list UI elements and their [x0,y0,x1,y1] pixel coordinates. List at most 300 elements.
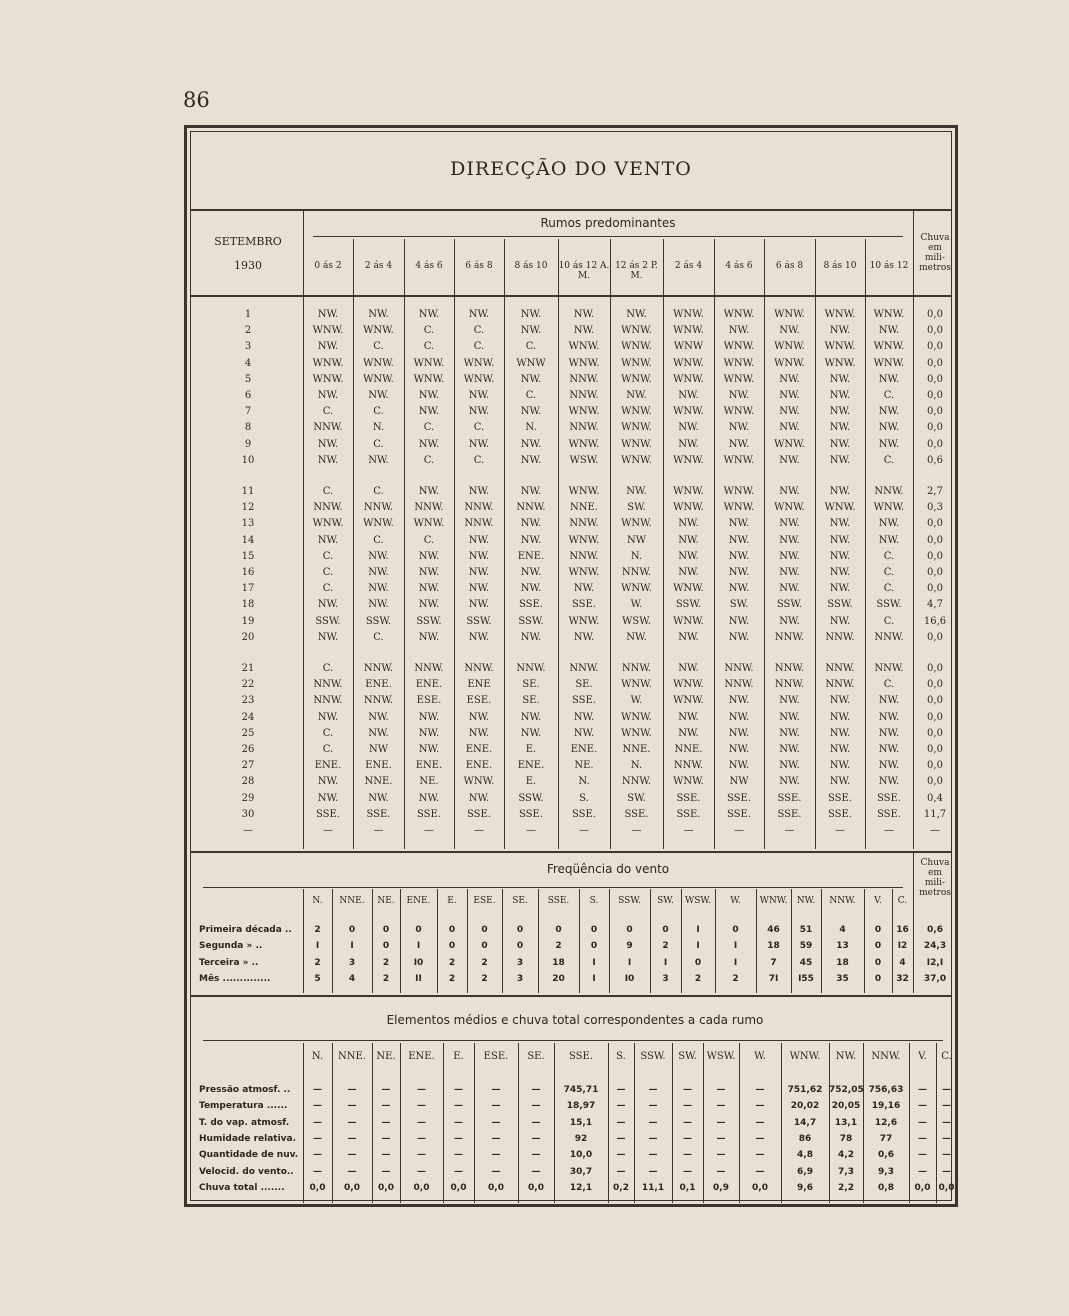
wind-direction-cell: NW. [779,422,800,434]
wind-direction-cell: NW. [520,486,542,497]
wind-direction-cell: SSE. [518,599,543,611]
rain-header-line: metros [919,263,951,273]
wind-direction-cell: NW. [418,744,440,755]
wind-direction-cell: NW. [829,615,851,627]
time-header: 4 ás 6 [415,261,443,271]
freq-cell: 7I [768,973,779,984]
wind-direction-cell: NW. [573,631,595,643]
day-number: — [243,825,253,836]
freq-header: ESE. [473,896,496,906]
wind-direction-cell: WNW. [673,325,704,337]
wind-direction-cell: WNW. [568,615,600,627]
wind-direction-cell: SSE. [827,808,852,820]
wind-direction-cell: WNW. [873,502,905,514]
wind-direction-cell: NW. [573,309,595,320]
wind-direction-cell: C. [322,567,334,578]
wind-direction-cell: NW. [878,406,900,418]
elem-cell: — [531,1150,541,1161]
wind-direction-cell: WNW. [673,406,704,418]
freq-cell: 51 [799,925,813,935]
wind-direction-cell: NW. [878,518,900,530]
wind-direction-cell: NW. [520,583,542,595]
wind-direction-cell: NW. [317,776,339,788]
wind-direction-cell: C. [525,390,537,401]
elem-header: SSW. [640,1051,666,1062]
elem-header: ENE. [408,1051,435,1062]
freq-cell: I [733,941,738,952]
wind-direction-cell: NNW. [516,502,546,514]
day-number: 24 [241,711,255,723]
wind-direction-cell: WNW. [673,679,704,691]
wind-direction-cell: SSE. [777,792,802,804]
wind-direction-cell: SW. [729,599,749,611]
elem-cell: — [616,1166,626,1177]
freq-cell: I [696,925,700,935]
elem-cell: — [918,1150,927,1161]
day-number: 12 [241,502,255,514]
wind-direction-cell: NW. [678,534,699,546]
elem-cell: 0,2 [613,1182,629,1193]
wind-direction-cell: NW. [878,422,900,434]
wind-direction-cell: SSW. [776,599,803,611]
wind-direction-cell: NW. [418,550,440,562]
wind-direction-cell: NW. [878,727,900,739]
wind-direction-cell: NW. [468,583,490,595]
wind-direction-cell: NNW. [313,695,343,707]
freq-cell: 2 [662,941,669,952]
wind-direction-cell: WNW. [621,518,652,530]
day-number: 29 [241,792,255,804]
wind-direction-cell: SW. [627,502,646,514]
wind-direction-cell: NW. [317,792,339,804]
wind-direction-cell: WNW. [673,357,704,369]
wind-direction-cell: WNW. [673,309,704,320]
elem-cell: 10,0 [569,1150,593,1161]
time-header: 6 ás 8 [465,261,493,271]
freq-cell: II [415,973,422,984]
freq-row-label: Mês .............. [199,973,271,984]
wind-direction-cell: WNW. [363,518,394,530]
wind-direction-cell: SSE. [876,792,901,804]
wind-direction-cell: NW. [468,631,490,643]
wind-direction-cell: NW. [520,438,542,450]
wind-direction-cell: WNW. [824,502,856,514]
elem-cell: — [313,1133,322,1144]
wind-direction-cell: NW. [418,309,440,320]
elem-title: Elementos médios e chuva total correspondentes a cada rumo [386,1013,764,1027]
wind-direction-cell: NW. [368,583,389,595]
day-number: 9 [244,438,252,450]
wind-direction-cell: NNW. [363,695,394,707]
wind-direction-cell: SSE. [518,808,543,820]
elem-row-label: Velocid. do vento.. [199,1166,294,1177]
wind-direction-cell: NNW. [569,373,599,385]
freq-cell: 0 [874,957,882,968]
wind-direction-cell: — [631,825,642,836]
rain-value: 0,0 [927,438,943,450]
freq-cell: 16 [896,925,909,935]
wind-direction-cell: E. [525,744,537,755]
wind-direction-cell: ENE. [314,760,342,772]
wind-direction-cell: NNW. [363,663,394,674]
freq-cell: 0 [516,925,524,935]
wind-direction-cell: NW. [829,776,851,788]
wind-direction-cell: N. [525,422,537,434]
wind-direction-cell: NW. [829,422,851,434]
wind-direction-cell: C. [473,341,485,353]
elem-cell: — [716,1101,726,1112]
wind-direction-cell: NW. [520,309,542,320]
wind-direction-cell: WNW. [621,422,652,434]
wind-direction-cell: NNW. [724,663,754,674]
elem-cell: — [381,1101,391,1112]
wind-direction-cell: NNW. [569,663,599,674]
freq-header: SSE. [547,896,570,906]
elem-cell: 30,7 [569,1166,593,1177]
elem-cell: — [491,1117,501,1128]
freq-cell: 18 [767,941,780,952]
time-header: 2 ás 4 [364,261,393,271]
rain-value: 0,0 [927,631,943,643]
elem-cell: — [683,1117,692,1128]
rain-value: 0,0 [927,422,943,434]
elem-cell: — [683,1101,692,1112]
rumos-title: Rumos predominantes [540,216,676,230]
wind-direction-cell: NW. [317,534,339,546]
freq-cell: 2 [481,973,488,984]
wind-direction-cell: NW. [779,518,800,530]
wind-direction-cell: NW. [779,695,800,707]
wind-direction-cell: SSW. [827,599,853,611]
elem-cell: — [616,1117,626,1128]
wind-direction-cell: WNW. [363,373,394,385]
elem-cell: 92 [574,1133,588,1144]
day-number: 10 [241,454,255,466]
wind-direction-cell: WNW. [621,727,652,739]
wind-direction-cell: WNW. [621,357,652,369]
wind-direction-cell: NW. [829,744,851,755]
elem-cell: — [531,1133,541,1144]
elem-header: V. [918,1051,927,1062]
elem-cell: — [648,1101,658,1112]
wind-direction-cell: NNW. [874,663,904,674]
day-number: 21 [241,663,255,674]
elem-header: NE. [376,1051,396,1062]
header-divider [191,295,951,297]
wind-direction-cell: C. [423,534,435,546]
wind-direction-cell: NW. [520,711,542,723]
wind-direction-cell: WNW. [621,438,652,450]
wind-direction-cell: SSW. [315,615,341,627]
wind-direction-cell: NNW. [516,663,546,674]
wind-direction-cell: NNW. [464,663,494,674]
day-number: 2 [244,325,252,337]
wind-direction-cell: NW. [468,792,490,804]
wind-direction-cell: SE. [522,679,540,691]
wind-direction-cell: NW. [520,727,542,739]
elem-cell: 14,7 [793,1117,817,1128]
wind-direction-cell: WSW. [569,454,599,466]
rain-value: 0,0 [927,373,943,385]
wind-direction-cell: WNW. [568,534,600,546]
wind-direction-cell: NW. [418,567,440,578]
time-header: 10 ás 12 A. M. [558,261,610,281]
rain-value: 0,0 [927,695,943,707]
wind-direction-cell: SSE. [571,599,596,611]
wind-direction-cell: NNW. [313,679,343,691]
wind-direction-cell: SSE. [416,808,441,820]
day-number: 28 [241,776,255,788]
wind-direction-cell: WNW. [774,438,805,450]
elem-cell: 0,0 [914,1182,931,1193]
wind-direction-cell: WNW. [873,309,905,320]
wind-direction-cell: W. [630,599,643,611]
elem-cell: — [313,1150,322,1161]
wind-direction-cell: WNW. [723,341,755,353]
wind-direction-cell: NW. [728,744,750,755]
wind-direction-cell: WNW. [723,486,755,497]
wind-direction-cell: NNW. [825,663,855,674]
wind-direction-cell: NNW. [313,502,343,514]
wind-direction-cell: WNW. [673,454,704,466]
elem-header: S. [616,1051,626,1062]
wind-direction-cell: WNW. [312,357,344,369]
elem-cell: — [942,1133,951,1144]
wind-direction-cell: E. [525,776,537,788]
wind-direction-cell: NW. [728,390,750,401]
wind-direction-cell: WNW. [723,454,755,466]
elem-cell: — [942,1150,951,1161]
freq-cell: I [592,957,596,968]
elem-cell: — [491,1085,501,1095]
wind-direction-cell: NNW. [464,518,494,530]
wind-direction-cell: NW. [468,534,490,546]
wind-direction-cell: SSW. [416,615,442,627]
elem-cell: — [417,1166,426,1177]
wind-direction-cell: SSE. [676,792,701,804]
wind-direction-cell: WNW. [568,567,600,578]
wind-direction-cell: C. [373,341,384,353]
rain-value: 0,0 [927,711,943,723]
elem-cell: — [454,1101,463,1112]
rain-value: 0,0 [927,357,943,369]
freq-rain-value: 24,3 [923,941,947,952]
rain-value: 0,0 [927,309,943,320]
elem-cell: — [755,1166,765,1177]
year-label: 1930 [234,259,262,272]
rain-value: — [930,825,940,836]
wind-direction-cell: NW. [468,438,490,450]
wind-direction-cell: NW. [728,567,750,578]
elem-cell: — [313,1117,322,1128]
elem-cell: — [417,1133,426,1144]
wind-direction-cell: NW. [626,631,647,643]
elem-header: SE. [527,1051,545,1062]
wind-direction-cell: NNW. [569,518,599,530]
rain-value: 0,0 [927,406,943,418]
wind-direction-cell: WNW. [621,679,652,691]
freq-cell: 3 [516,973,524,984]
elem-cell: 0,0 [752,1182,768,1193]
wind-direction-cell: — [424,825,434,836]
elem-header: W. [754,1051,766,1062]
wind-direction-cell: ENE [467,679,491,691]
wind-direction-cell: ESE. [466,695,492,707]
elem-cell: — [531,1117,541,1128]
wind-direction-cell: NNW. [464,502,494,514]
freq-cell: 9 [626,941,633,952]
elem-cell: — [347,1150,357,1161]
elem-cell: — [313,1101,322,1112]
wind-direction-cell: NNE. [364,776,393,788]
rain-header-line: em [928,868,942,878]
wind-direction-cell: NNW. [569,550,599,562]
rain-value: 2,7 [927,486,943,497]
wind-direction-cell: — [835,825,845,836]
section-divider [191,995,951,997]
day-number: 25 [241,727,255,739]
day-number: 18 [241,599,255,611]
wind-direction-cell: WNW. [824,309,856,320]
elem-cell: 77 [879,1133,893,1144]
wind-direction-cell: C. [883,567,895,578]
elem-cell: — [942,1085,951,1095]
elem-cell: 12,6 [874,1117,898,1128]
elem-cell: — [716,1166,726,1177]
rain-value: 0,4 [927,792,943,804]
wind-direction-cell: NW. [368,727,389,739]
wind-direction-cell: SSE. [676,808,701,820]
elem-header: SW. [678,1051,697,1062]
elem-cell: — [491,1133,501,1144]
wind-direction-cell: NW. [678,631,699,643]
wind-direction-cell: SW. [627,792,646,804]
rain-value: 11,7 [923,808,947,820]
wind-direction-cell: NW. [829,486,851,497]
wind-direction-cell: C. [883,583,895,595]
wind-direction-cell: S. [579,792,589,804]
wind-direction-cell: NW. [829,406,851,418]
elem-cell: 20,05 [831,1101,861,1112]
title-rule [203,1040,943,1041]
wind-direction-cell: WNW. [673,486,704,497]
wind-direction-cell: C. [423,422,435,434]
elem-cell: — [918,1166,927,1177]
elem-row-label: Chuva total ....... [199,1182,285,1193]
wind-direction-cell: C. [322,583,334,595]
freq-header: NE. [377,896,395,906]
wind-direction-cell: C. [373,534,384,546]
elem-cell: — [683,1166,692,1177]
wind-direction-cell: NNW. [569,390,599,401]
wind-direction-cell: N. [578,776,590,788]
day-number: 11 [241,486,255,497]
wind-direction-cell: NW. [779,776,800,788]
elem-cell: — [648,1150,658,1161]
wind-direction-cell: NW. [878,695,900,707]
wind-direction-cell: NW. [520,325,542,337]
elem-header: WNW. [789,1051,821,1062]
wind-direction-cell: — [683,825,694,836]
wind-direction-cell: C. [373,631,384,643]
wind-direction-cell: WNW. [774,309,805,320]
wind-direction-cell: N. [372,422,385,434]
wind-direction-cell: WNW [516,357,546,369]
elem-cell: — [683,1150,692,1161]
wind-direction-cell: NW. [418,792,440,804]
wind-direction-cell: C. [423,341,435,353]
elem-cell: — [454,1117,463,1128]
freq-header: N. [312,896,323,906]
elem-cell: 12,1 [569,1182,593,1193]
day-number: 23 [241,695,255,707]
wind-direction-cell: NW. [468,309,490,320]
rain-value: 0,0 [927,325,943,337]
wind-direction-cell: NW. [468,406,490,418]
wind-direction-cell: NNW. [414,663,444,674]
elem-cell: — [531,1101,541,1112]
day-number: 27 [241,760,255,772]
wind-direction-cell: NW. [779,744,800,755]
freq-header: E. [447,896,457,906]
elem-cell: — [491,1150,501,1161]
elem-row-label: T. do vap. atmosf. [199,1117,290,1128]
wind-direction-cell: NW. [728,711,750,723]
freq-cell: I2 [897,941,908,952]
elem-cell: 78 [839,1133,853,1144]
wind-direction-cell: NNE. [674,744,703,755]
elem-cell: — [417,1117,426,1128]
freq-cell: 59 [799,941,813,952]
freq-cell: 0 [662,925,669,935]
freq-cell: 0 [874,973,882,984]
elem-cell: — [381,1085,391,1095]
rain-header-line: em [928,243,942,253]
wind-direction-cell: NW. [728,631,750,643]
day-number: 6 [244,390,252,401]
wind-direction-cell: NW. [728,550,750,562]
wind-direction-cell: NW. [728,438,750,450]
wind-direction-cell: SSW. [675,599,702,611]
elem-cell: 18,97 [566,1101,596,1112]
elem-cell: — [454,1133,463,1144]
wind-direction-cell: WNW. [621,325,652,337]
freq-cell: I [627,957,632,968]
elem-cell: 0,0 [488,1182,504,1193]
wind-direction-cell: WNW. [774,502,805,514]
wind-direction-cell: NW. [829,727,851,739]
freq-cell: I [315,941,320,952]
wind-direction-cell: SSE. [571,808,596,820]
wind-direction-cell: NW. [829,534,851,546]
wind-direction-cell: NW. [878,744,900,755]
wind-direction-cell: NW. [368,711,389,723]
wind-direction-cell: NW. [728,727,750,739]
wind-direction-cell: NW. [829,390,851,401]
wind-direction-cell: NW. [829,438,851,450]
elem-cell: 752,05 [829,1085,864,1095]
elem-cell: 756,63 [868,1085,904,1095]
freq-cell: 0 [555,925,562,935]
elem-cell: — [616,1101,626,1112]
freq-cell: 3 [662,973,669,984]
wind-direction-cell: SSE. [876,808,901,820]
time-header: 10 ás 12 [869,261,909,271]
freq-cell: 7 [770,957,777,968]
wind-direction-cell: ESE. [416,695,442,707]
freq-row-label: Primeira década .. [199,925,292,935]
wind-direction-cell: C. [423,454,435,466]
